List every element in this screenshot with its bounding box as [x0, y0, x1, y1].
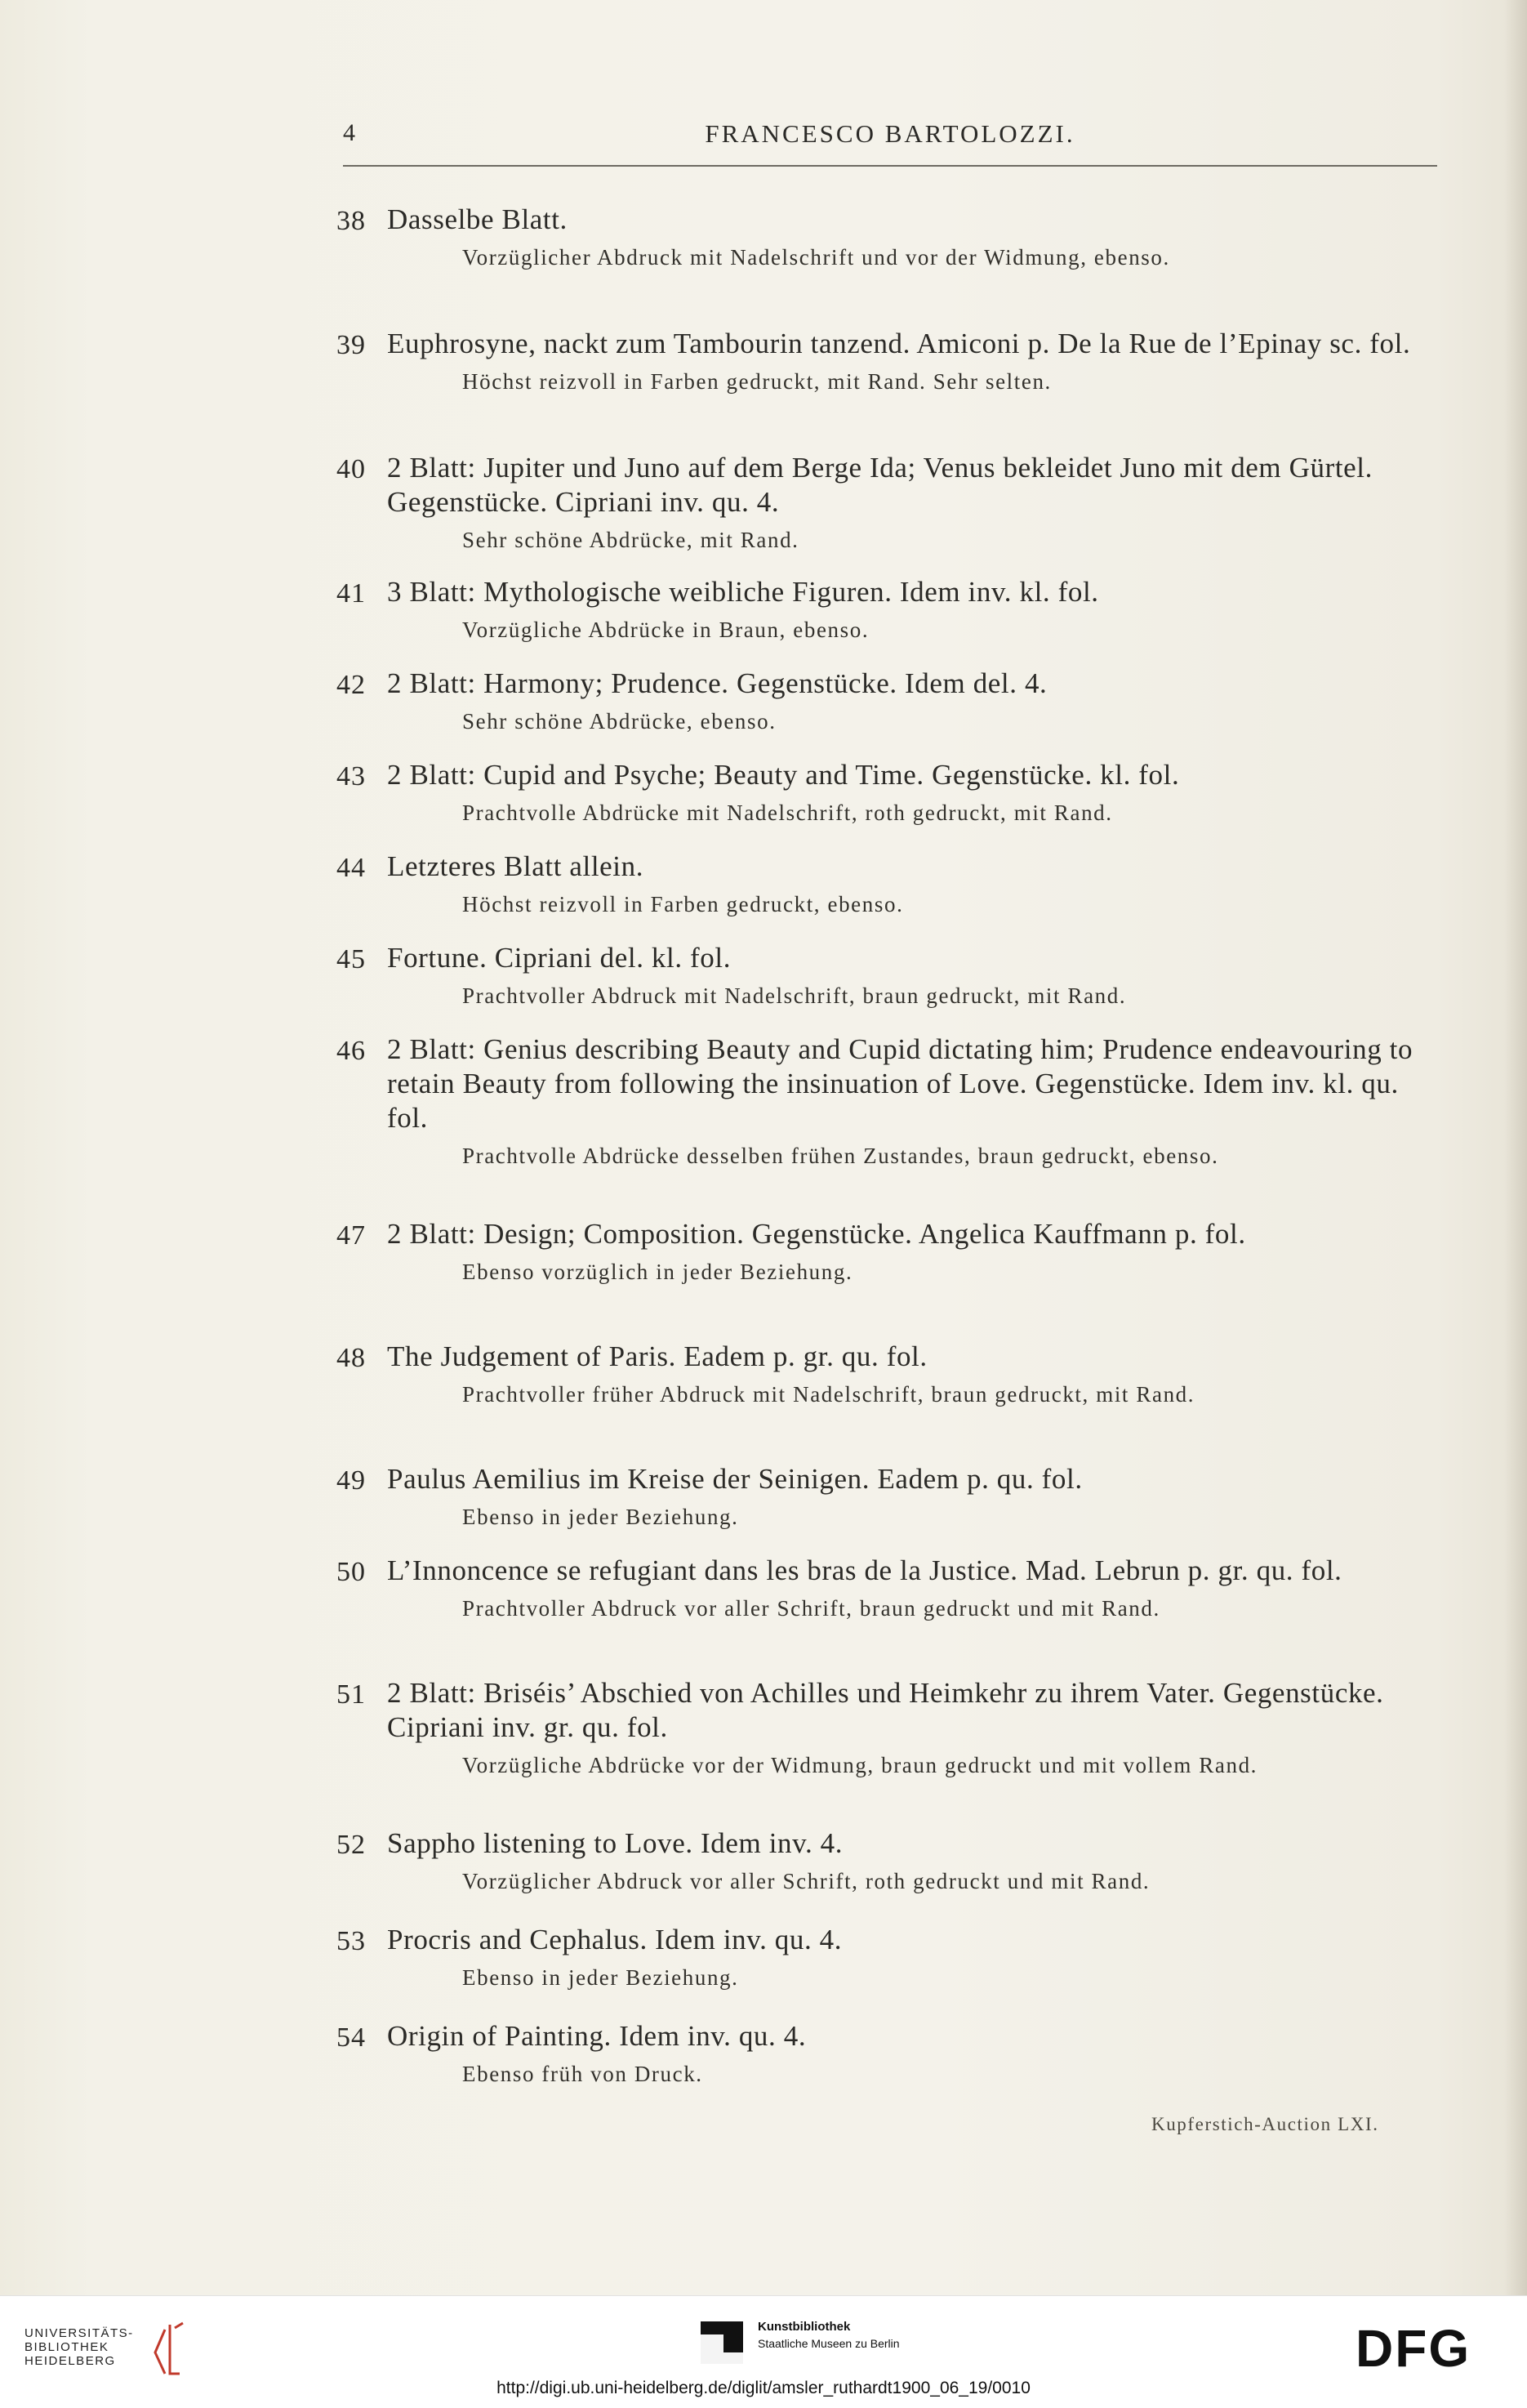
entry-title: Origin of Painting. Idem inv. qu. 4.: [387, 2020, 807, 2052]
entry-note: Vorzügliche Abdrücke vor der Widmung, braun gedruckt und mit vollem Rand.: [462, 1753, 1258, 1777]
entry-note: Höchst reizvoll in Farben gedruckt, ebenso.: [462, 892, 904, 916]
entry-number: 41: [336, 578, 366, 609]
uni-line-1: UNIVERSITÄTS-: [24, 2326, 134, 2340]
page-title: FRANCESCO BARTOLOZZI.: [705, 119, 1075, 148]
entry-note: Prachtvolle Abdrücke mit Nadelschrift, roth gedruckt, mit Rand.: [462, 800, 1113, 825]
page-number: 4: [343, 119, 356, 146]
entry-title: 2 Blatt: Harmony; Prudence. Gegenstücke. Idem del. 4.: [387, 667, 1048, 699]
entry-note: Vorzügliche Abdrücke in Braun, ebenso.: [462, 618, 870, 642]
entry-number: 47: [336, 1220, 366, 1251]
entry-number: 52: [336, 1830, 366, 1860]
entry-number: 42: [336, 670, 366, 700]
catalog-entry-48: [0, 1340, 1527, 1410]
catalog-entry-42: [0, 667, 1527, 737]
catalog-entry-54: [0, 2019, 1527, 2089]
entry-title: 2 Blatt: Cupid and Psyche; Beauty and Time. Gegenstücke. kl. fol.: [387, 759, 1180, 791]
entry-title: Letzteres Blatt allein.: [387, 850, 644, 882]
entry-title: 2 Blatt: Genius describing Beauty and Cupid dictating him; Prudence endeavouring to retain Beauty from following the insinuation of Love. Gegenstücke. Idem inv. kl. qu. fol.: [387, 1033, 1413, 1134]
catalog-entry-44: [0, 849, 1527, 920]
kunstbibliothek-label[interactable]: [758, 2318, 900, 2352]
entry-title: 3 Blatt: Mythologische weibliche Figuren. Idem inv. kl. fol.: [387, 576, 1099, 608]
entry-number: 45: [336, 944, 366, 974]
entry-title: The Judgement of Paris. Eadem p. gr. qu. fol.: [387, 1340, 928, 1372]
catalog-entry-39: [0, 327, 1527, 397]
entry-title: L’Innoncence se refugiant dans les bras de la Justice. Mad. Lebrun p. gr. qu. fol.: [387, 1554, 1342, 1586]
catalog-entry-50: [0, 1554, 1527, 1624]
catalog-entry-45: [0, 941, 1527, 1011]
entry-number: 50: [336, 1557, 366, 1587]
kb-subtitle: Staatliche Museen zu Berlin: [758, 2337, 900, 2350]
entry-note: Prachtvoller früher Abdruck mit Nadelschrift, braun gedruckt, mit Rand.: [462, 1382, 1195, 1407]
catalog-entry-49: [0, 1462, 1527, 1532]
entry-note: Prachtvoller Abdruck vor aller Schrift, braun gedruckt und mit Rand.: [462, 1596, 1160, 1621]
entry-number: 48: [336, 1343, 366, 1373]
entry-title: 2 Blatt: Briséis’ Abschied von Achilles und Heimkehr zu ihrem Vater. Gegenstücke. Cipriani inv. gr. qu. fol.: [387, 1677, 1384, 1743]
catalog-entry-53: [0, 1923, 1527, 1993]
entry-number: 51: [336, 1679, 366, 1710]
entry-number: 43: [336, 761, 366, 792]
entry-number: 49: [336, 1465, 366, 1496]
catalog-entry-41: [0, 575, 1527, 645]
entry-note: Ebenso vorzüglich in jeder Beziehung.: [462, 1260, 853, 1284]
catalog-entry-52: [0, 1826, 1527, 1897]
catalog-entry-40: [0, 451, 1527, 555]
uni-line-2: BIBLIOTHEK: [24, 2340, 109, 2354]
entry-number: 38: [336, 206, 366, 236]
entry-number: 54: [336, 2022, 366, 2053]
entry-note: Vorzüglicher Abdruck mit Nadelschrift und vor der Widmung, ebenso.: [462, 245, 1170, 270]
permalink-url[interactable]: http://digi.ub.uni-heidelberg.de/diglit/amsler_ruthardt1900_06_19/0010: [496, 2379, 1031, 2397]
entry-note: Höchst reizvoll in Farben gedruckt, mit Rand. Sehr selten.: [462, 369, 1052, 394]
catalog-entry-47: [0, 1217, 1527, 1287]
uni-line-3: HEIDELBERG: [24, 2354, 116, 2368]
catalog-entry-51: [0, 1676, 1527, 1781]
entry-note: Prachtvoller Abdruck mit Nadelschrift, braun gedruckt, mit Rand.: [462, 983, 1127, 1008]
entry-note: Ebenso in jeder Beziehung.: [462, 1505, 739, 1529]
uni-heidelberg-logo-icon[interactable]: [137, 2320, 186, 2382]
entry-title: 2 Blatt: Jupiter und Juno auf dem Berge Ida; Venus bekleidet Juno mit dem Gürtel. Gegenstücke. Cipriani inv. qu. 4.: [387, 452, 1373, 518]
catalog-entry-38: [0, 203, 1527, 273]
kunstbibliothek-logo-icon[interactable]: [699, 2320, 745, 2366]
entry-number: 46: [336, 1036, 366, 1066]
entry-number: 39: [336, 330, 366, 360]
entry-note: Sehr schöne Abdrücke, mit Rand.: [462, 528, 799, 552]
entry-note: Ebenso früh von Druck.: [462, 2062, 703, 2086]
entry-title: Euphrosyne, nackt zum Tambourin tanzend. Amiconi p. De la Rue de l’Epinay sc. fol.: [387, 328, 1411, 359]
entry-number: 44: [336, 853, 366, 883]
kb-title: Kunstbibliothek: [758, 2320, 851, 2334]
entry-title: Dasselbe Blatt.: [387, 203, 568, 235]
entry-title: Paulus Aemilius im Kreise der Seinigen. Eadem p. qu. fol.: [387, 1463, 1083, 1495]
catalog-entry-43: [0, 758, 1527, 828]
entry-note: Sehr schöne Abdrücke, ebenso.: [462, 709, 777, 734]
entry-title: Fortune. Cipriani del. kl. fol.: [387, 942, 732, 974]
entry-note: Vorzüglicher Abdruck vor aller Schrift, roth gedruckt und mit Rand.: [462, 1869, 1151, 1893]
entry-number: 40: [336, 454, 366, 484]
dfg-logo[interactable]: DFG: [1356, 2319, 1471, 2378]
entry-title: Sappho listening to Love. Idem inv. 4.: [387, 1827, 844, 1859]
running-header: [343, 119, 1437, 167]
entry-note: Ebenso in jeder Beziehung.: [462, 1965, 739, 1990]
signature-line: Kupferstich-Auction LXI.: [1151, 2114, 1379, 2134]
entry-note: Prachtvolle Abdrücke desselben frühen Zustandes, braun gedruckt, ebenso.: [462, 1144, 1219, 1168]
entry-number: 53: [336, 1926, 366, 1956]
entry-title: Procris and Cephalus. Idem inv. qu. 4.: [387, 1924, 843, 1955]
entry-title: 2 Blatt: Design; Composition. Gegenstücke. Angelica Kauffmann p. fol.: [387, 1218, 1246, 1250]
catalog-entry-46: [0, 1032, 1527, 1171]
